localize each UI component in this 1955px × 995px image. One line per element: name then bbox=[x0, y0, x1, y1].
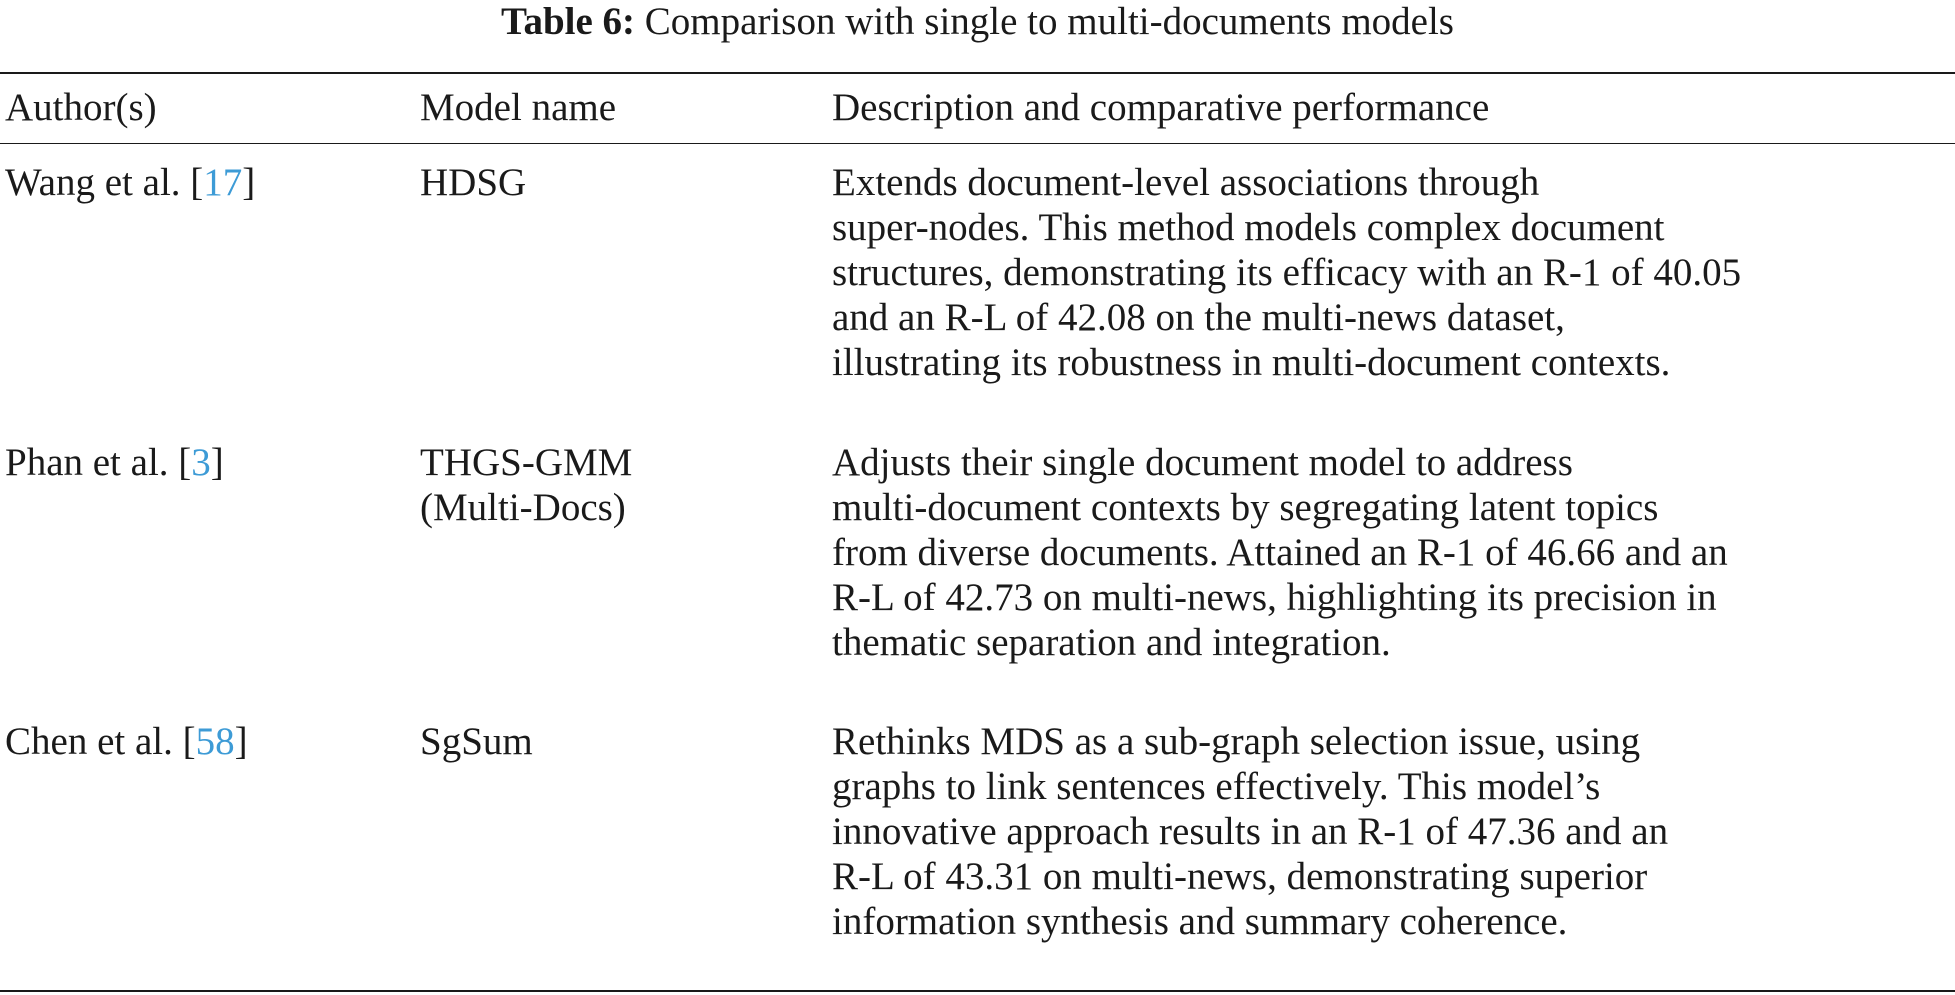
description-line: and an R-L of 42.08 on the multi-news dataset, bbox=[832, 296, 1565, 339]
table-row-3-author bbox=[5, 719, 248, 764]
table-header-rule bbox=[0, 143, 1955, 144]
header-author: Author(s) bbox=[5, 86, 157, 129]
table-row-2-author bbox=[5, 440, 224, 485]
author-bracket: ] bbox=[242, 161, 256, 204]
description-line: from diverse documents. Attained an R-1 of 46.66 and an bbox=[832, 531, 1728, 574]
citation-link[interactable]: 3 bbox=[191, 441, 211, 484]
description-line: Adjusts their single document model to address bbox=[832, 441, 1573, 484]
table-top-rule bbox=[0, 72, 1955, 74]
description-line: R-L of 42.73 on multi-news, highlighting its precision in bbox=[832, 576, 1717, 619]
description-line: innovative approach results in an R-1 of 47.36 and an bbox=[832, 810, 1669, 853]
author-bracket: ] bbox=[210, 441, 224, 484]
citation-link[interactable]: 58 bbox=[195, 720, 235, 763]
description-line: Rethinks MDS as a sub-graph selection issue, using bbox=[832, 720, 1641, 763]
model-name: SgSum bbox=[420, 720, 533, 763]
author-name: Wang et al. [ bbox=[5, 161, 204, 204]
description-line: R-L of 43.31 on multi-news, demonstrating superior bbox=[832, 855, 1648, 898]
table-row-3-model bbox=[420, 719, 533, 764]
description-line: super-nodes. This method models complex document bbox=[832, 206, 1665, 249]
description-line: illustrating its robustness in multi-document contexts. bbox=[832, 341, 1671, 384]
description-line: graphs to link sentences effectively. This model’s bbox=[832, 765, 1601, 808]
author-bracket: ] bbox=[234, 720, 248, 763]
table-row-2-description bbox=[832, 440, 1728, 665]
header-model-name: Model name bbox=[420, 86, 617, 129]
table-row-1-description bbox=[832, 160, 1741, 385]
description-line: thematic separation and integration. bbox=[832, 621, 1391, 664]
table-row-3-description bbox=[832, 719, 1668, 944]
table-row-1-model bbox=[420, 160, 526, 205]
table-row-1-author bbox=[5, 160, 255, 205]
model-name-variant: (Multi-Docs) bbox=[420, 486, 626, 529]
model-name: THGS-GMM bbox=[420, 441, 633, 484]
description-line: information synthesis and summary coherence. bbox=[832, 900, 1568, 943]
description-line: multi-document contexts by segregating latent topics bbox=[832, 486, 1659, 529]
table-bottom-rule bbox=[0, 990, 1955, 992]
table-caption-text: Comparison with single to multi-documents models bbox=[644, 0, 1454, 43]
model-name: HDSG bbox=[420, 161, 527, 204]
table-caption bbox=[0, 0, 1955, 52]
table-row-2-model bbox=[420, 440, 632, 530]
author-name: Phan et al. [ bbox=[5, 441, 192, 484]
description-line: Extends document-level associations through bbox=[832, 161, 1540, 204]
header-description: Description and comparative performance bbox=[832, 86, 1490, 129]
table-caption-label: Table 6: bbox=[501, 0, 636, 43]
author-name: Chen et al. [ bbox=[5, 720, 196, 763]
description-line: structures, demonstrating its efficacy with an R-1 of 40.05 bbox=[832, 251, 1742, 294]
citation-link[interactable]: 17 bbox=[203, 161, 243, 204]
